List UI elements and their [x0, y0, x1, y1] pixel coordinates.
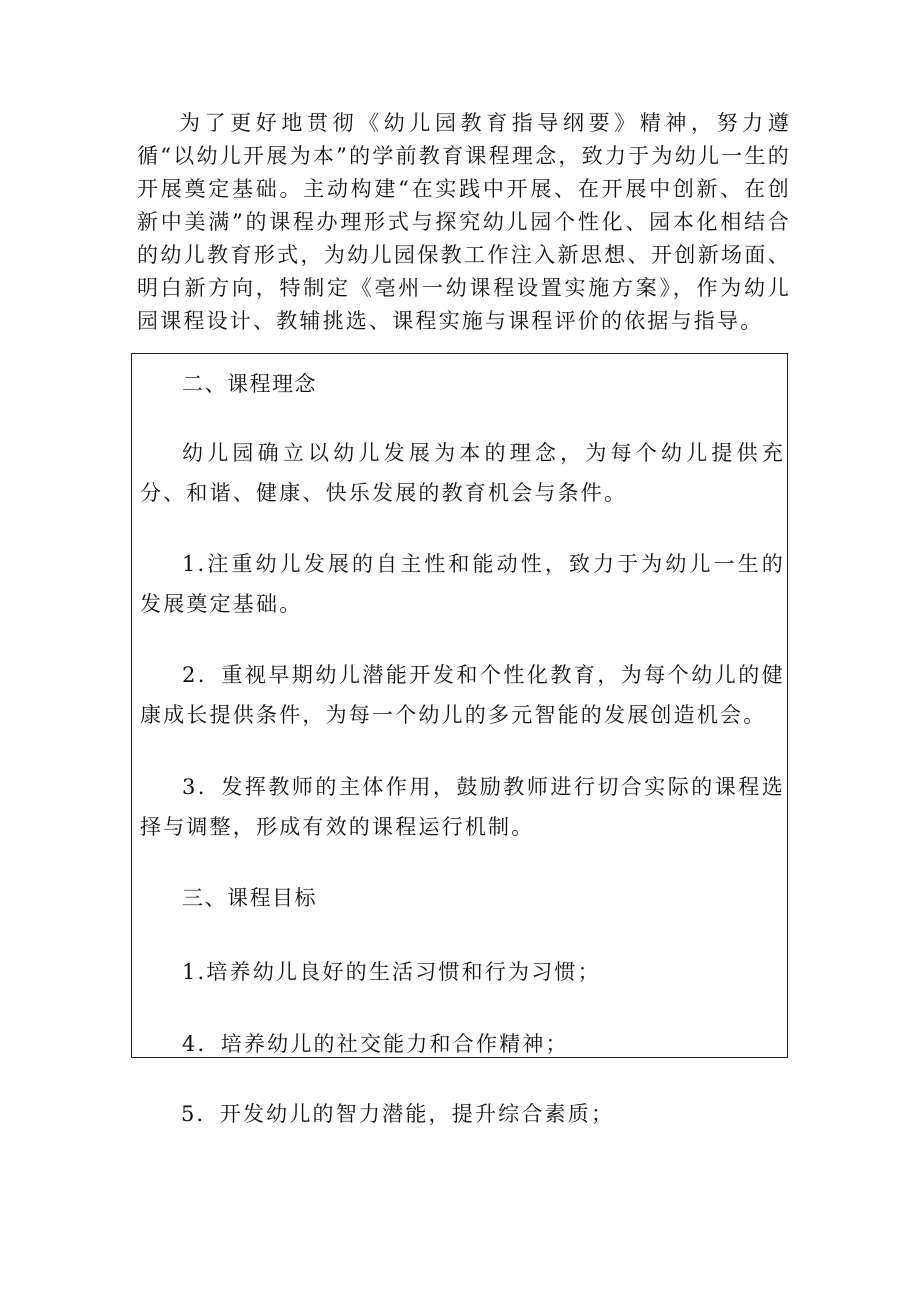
goal-item-4: 4．培养幼儿的社交能力和合作精神； [182, 1032, 569, 1056]
goal-item-1: 1.培养幼儿良好的生活习惯和行为习惯； [182, 960, 601, 984]
concept-intro-paragraph: 幼儿园确立以幼儿发展为本的理念，为每个幼儿提供充分、和谐、健康、快乐发展的教育机会与条件。 [140, 441, 785, 505]
section-heading-curriculum-concept: 二、课程理念 [182, 372, 317, 396]
concept-item-2: 2．重视早期幼儿潜能开发和个性化教育，为每个幼儿的健康成长提供条件，为每一个幼儿的多元智能的发展创造机会。 [140, 663, 785, 727]
goal-item-5: 5．开发幼儿的智力潜能，提升综合素质； [181, 1102, 615, 1126]
concept-item-1: 1.注重幼儿发展的自主性和能动性，致力于为幼儿一生的发展奠定基础。 [140, 552, 785, 616]
section-heading-curriculum-goals: 三、课程目标 [182, 886, 317, 910]
concept-item-3: 3．发挥教师的主体作用，鼓励教师进行切合实际的课程选择与调整，形成有效的课程运行机制。 [140, 775, 785, 839]
intro-paragraph: 为了更好地贯彻《幼儿园教育指导纲要》精神，努力遵循“以幼儿开展为本”的学前教育课程理念，致力于为幼儿一生的开展奠定基础。主动构建“在实践中开展、在开展中创新、在创新中美满”的课程办理形式与探究幼儿园个性化、园本化相结合的幼儿教育形式，为幼儿园保教工作注入新思想、开创新场面、明白新方向，特制定《亳州一幼课程设置实施方案》，作为幼儿园课程设计、教辅挑选、课程实施与课程评价的依据与指导。 [137, 111, 791, 333]
content-box [131, 353, 788, 1058]
